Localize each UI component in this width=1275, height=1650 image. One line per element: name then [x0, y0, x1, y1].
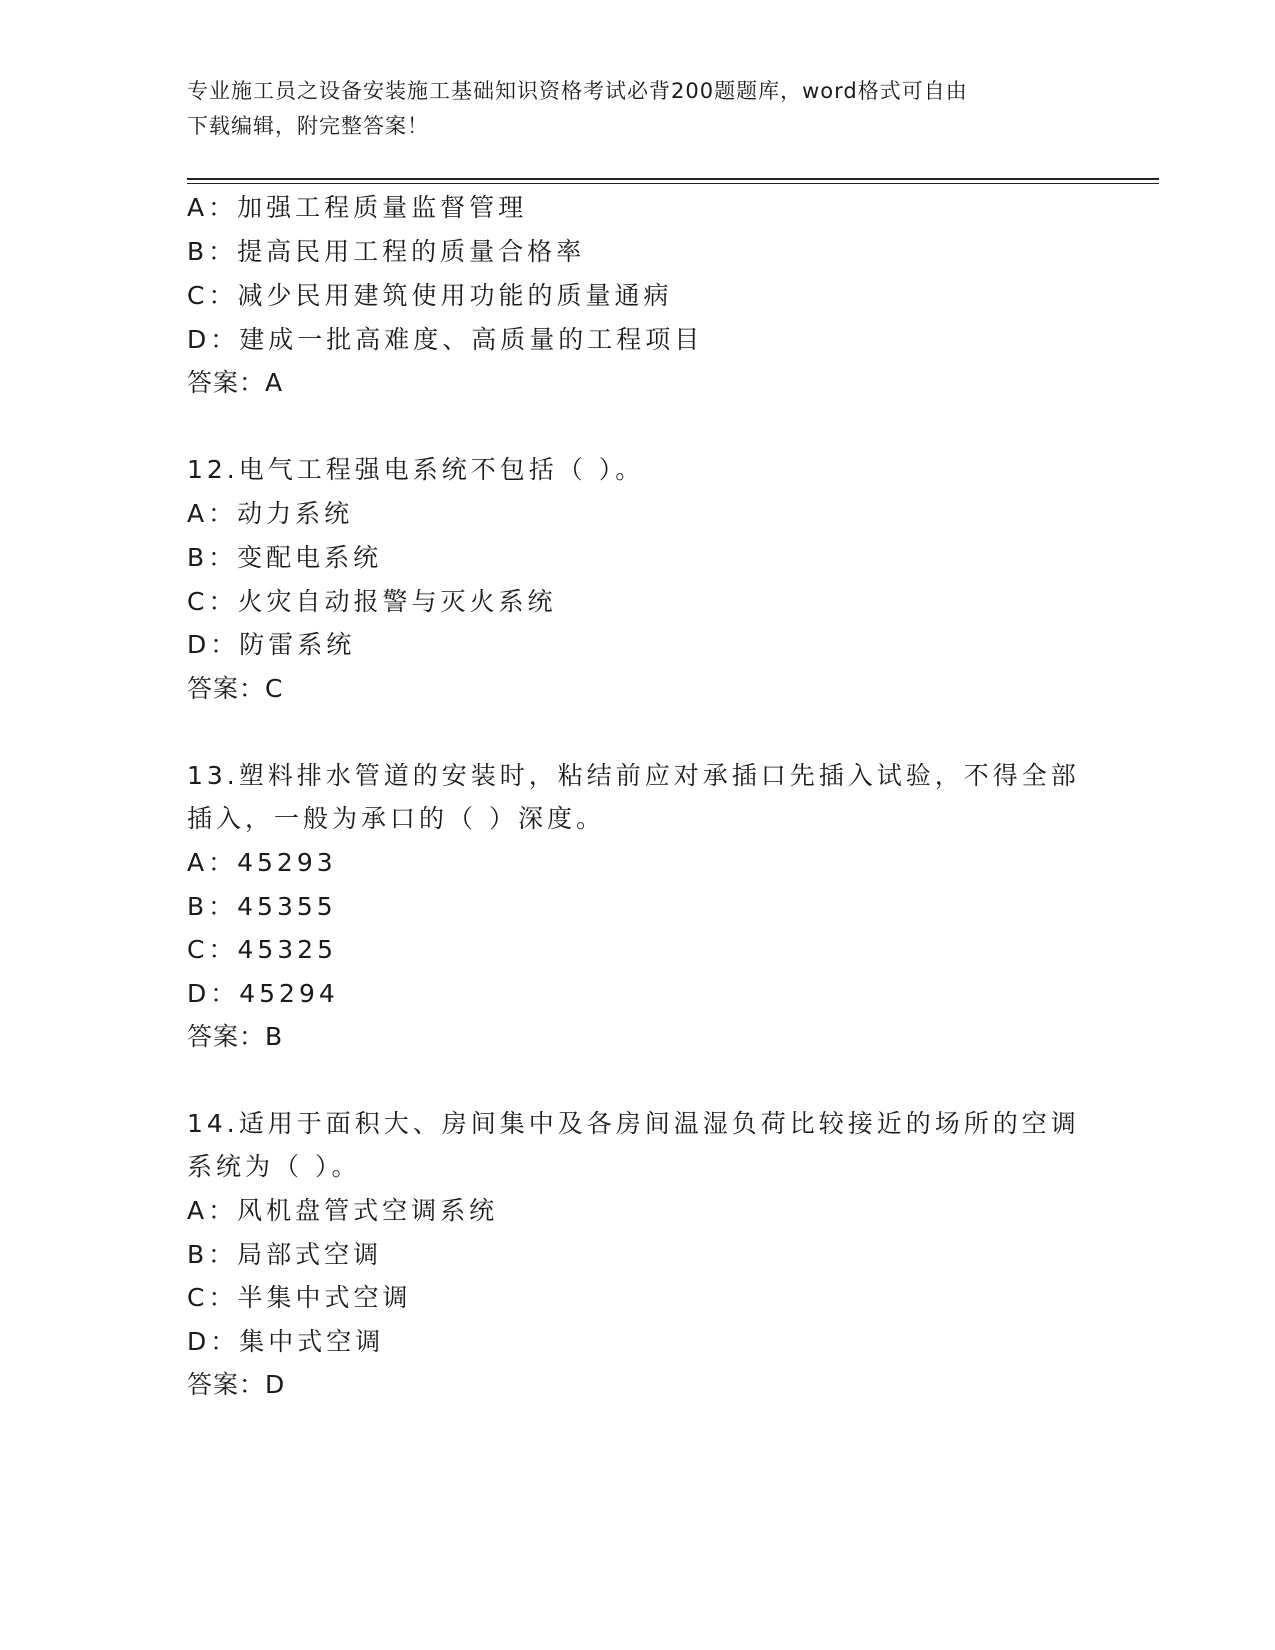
q14-option-b: B：局部式空调	[187, 1240, 383, 1269]
header-line-2: 下载编辑，附完整答案！	[187, 114, 429, 138]
header-divider-thick	[187, 178, 1159, 180]
q13-option-d: D：45294	[187, 979, 339, 1008]
q11-option-b: B：提高民用工程的质量合格率	[187, 237, 586, 266]
q11-option-c: C：减少民用建筑使用功能的质量通病	[187, 281, 673, 310]
header-line-1: 专业施工员之设备安装施工基础知识资格考试必背200题题库，word格式可自由	[187, 79, 968, 103]
q11-answer: 答案：A	[187, 368, 284, 397]
q13-question-line-2: 插入，一般为承口的（ ）深度。	[187, 804, 605, 833]
q13-answer: 答案：B	[187, 1022, 284, 1051]
q14-question-line-2: 系统为（ ）。	[187, 1152, 361, 1181]
q14-option-d: D：集中式空调	[187, 1327, 385, 1356]
q13-option-c: C：45325	[187, 935, 337, 964]
q12-option-a: A：动力系统	[187, 499, 354, 528]
q13-question-line-1: 13.塑料排水管道的安装时，粘结前应对承插口先插入试验，不得全部	[187, 761, 1080, 790]
q12-option-b: B：变配电系统	[187, 543, 383, 572]
header-divider-thin	[187, 183, 1159, 184]
q14-answer: 答案：D	[187, 1370, 286, 1399]
q12-option-d: D：防雷系统	[187, 630, 356, 659]
q14-option-c: C：半集中式空调	[187, 1283, 412, 1312]
q13-option-b: B：45355	[187, 892, 337, 921]
q12-question: 12.电气工程强电系统不包括（ ）。	[187, 455, 645, 484]
q12-option-c: C：火灾自动报警与灭火系统	[187, 587, 557, 616]
q11-option-a: A：加强工程质量监督管理	[187, 193, 528, 222]
q11-option-d: D：建成一批高难度、高质量的工程项目	[187, 325, 704, 354]
q14-question-line-1: 14.适用于面积大、房间集中及各房间温湿负荷比较接近的场所的空调	[187, 1109, 1080, 1138]
q14-option-a: A：风机盘管式空调系统	[187, 1196, 499, 1225]
document-header	[187, 74, 1087, 144]
q13-option-a: A：45293	[187, 848, 337, 877]
q12-answer: 答案：C	[187, 674, 284, 703]
